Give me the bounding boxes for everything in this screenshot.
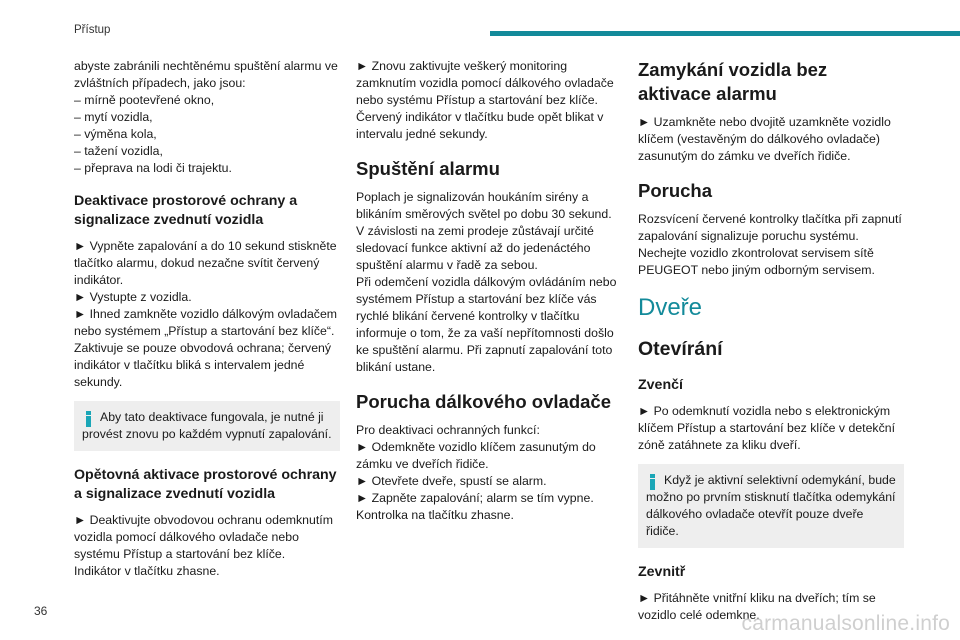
- paragraph: ► Ihned zamkněte vozidlo dálkovým ovladačem nebo systémem „Přístup a startování bez klíče“.: [74, 307, 338, 338]
- header-accent-bar: [490, 31, 960, 36]
- list-item: – mytí vozidla,: [74, 110, 153, 124]
- watermark: carmanualsonline.info: [741, 612, 950, 635]
- list-item: – přeprava na lodi či trajektu.: [74, 161, 232, 175]
- paragraph: ► Uzamkněte nebo dvojitě uzamkněte vozidlo klíčem (vestavěným do dálkového ovladače) zasunutým do zámku ve dveřích řidiče.: [638, 115, 891, 163]
- list-item: – tažení vozidla,: [74, 144, 163, 158]
- heading-reactivation: Opětovná aktivace prostorové ochrany a signalizace zvednutí vozidla: [74, 467, 337, 502]
- paragraph: ► Odemkněte vozidlo klíčem zasunutým do zámku ve dveřích řidiče.: [356, 440, 596, 471]
- info-note: [74, 401, 340, 451]
- paragraph: ► Přitáhněte vnitřní kliku na dveřích; tím se vozidlo celé odemkne.: [638, 591, 876, 622]
- paragraph: Pro deaktivaci ochranných funkcí:: [356, 423, 540, 437]
- list-item: – mírně pootevřené okno,: [74, 93, 215, 107]
- note-text: Když je aktivní selektivní odemykání, bude možno po prvním stisknutí tlačítka odemykání dálkového ovladače otevřít pouze dveře řidiče.: [646, 473, 896, 538]
- column-1: [74, 58, 340, 580]
- column-3: [638, 58, 904, 624]
- header-section-label: Přístup: [74, 24, 111, 36]
- paragraph: ► Vystupte z vozidla.: [74, 290, 192, 304]
- heading-opening: Otevírání: [638, 338, 723, 360]
- heading-inside: Zevnitř: [638, 564, 686, 580]
- situation-list: [74, 92, 340, 177]
- paragraph: Červený indikátor v tlačítku bude opět blikat v intervalu jedné sekundy.: [356, 110, 604, 141]
- paragraph: Při odemčení vozidla dálkovým ovládáním nebo systémem Přístup a startování bez klíče vás rychlé blikání červené kontrolky v tlačítku informuje o tom, že za vaší nepřítomnosti došlo ke spuštění alarmu. Při zapnutí zapalování toto blikání ustane.: [356, 275, 617, 374]
- paragraph: Rozsvícení červené kontrolky tlačítka při zapnutí zapalování signalizuje poruchu systému. Nechejte vozidlo zkontrolovat servisem sítě PEUGEOT nebo jiným odborným servisem.: [638, 212, 902, 277]
- paragraph: ► Zapněte zapalování; alarm se tím vypne. Kontrolka na tlačítku zhasne.: [356, 491, 594, 522]
- list-item: – výměna kola,: [74, 127, 157, 141]
- info-icon: [646, 472, 660, 489]
- column-2: [356, 58, 618, 524]
- heading-alarm-triggered: Spuštění alarmu: [356, 158, 500, 179]
- paragraph: ► Po odemknutí vozidla nebo s elektronickým klíčem Přístup a startování bez klíče v detekční zóně zatáhnete za kliku dveří.: [638, 404, 895, 452]
- heading-lock-without-alarm: Zamykání vozidla bez aktivace alarmu: [638, 59, 828, 104]
- heading-outside: Zvenčí: [638, 377, 683, 393]
- heading-fault: Porucha: [638, 180, 713, 201]
- paragraph: V závislosti na zemi prodeje zůstávají určité sledovací funkce aktivní až do jedenáctého spuštění alarmu v řadě za sebou.: [356, 224, 594, 272]
- note-text: Aby tato deaktivace fungovala, je nutné ji provést znovu po každém vypnutí zapalování.: [82, 410, 332, 441]
- paragraph: ► Vypněte zapalování a do 10 sekund stiskněte tlačítko alarmu, dokud nezačne svítit červený indikátor.: [74, 239, 337, 287]
- intro-paragraph: abyste zabránili nechtěnému spuštění alarmu ve zvláštních případech, jako jsou:: [74, 59, 338, 90]
- paragraph: ► Otevřete dveře, spustí se alarm.: [356, 474, 547, 488]
- chapter-title-doors: Dveře: [638, 294, 703, 321]
- paragraph: ► Deaktivujte obvodovou ochranu odemknutím vozidla pomocí dálkového ovladače nebo systému Přístup a startování bez klíče.: [74, 513, 333, 561]
- page-number: 36: [34, 604, 48, 618]
- paragraph: Indikátor v tlačítku zhasne.: [74, 564, 220, 578]
- heading-deactivation: Deaktivace prostorové ochrany a signalizace zvednutí vozidla: [74, 193, 298, 228]
- info-note: [638, 464, 904, 548]
- paragraph: ► Znovu zaktivujte veškerý monitoring zamknutím vozidla pomocí dálkového ovladače nebo systému Přístup a startování bez klíče.: [356, 59, 614, 107]
- paragraph: Poplach je signalizován houkáním sirény a blikáním směrových světel po dobu 30 sekund.: [356, 190, 612, 221]
- info-icon: [82, 409, 96, 426]
- paragraph: Zaktivuje se pouze obvodová ochrana; červený indikátor v tlačítku bliká s intervalem jedné sekundy.: [74, 341, 332, 389]
- heading-remote-fault: Porucha dálkového ovladače: [356, 391, 611, 412]
